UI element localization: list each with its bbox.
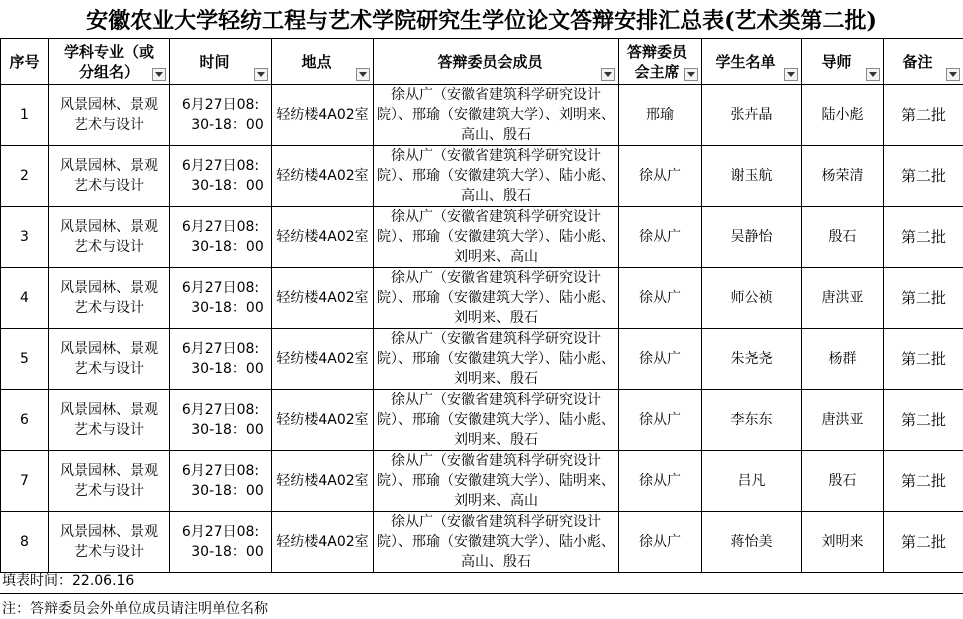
cell-place: 轻纺楼4A02室	[272, 146, 374, 207]
cell-members: 徐从广（安徽省建筑科学研究设计院）、邢瑜（安徽建筑大学）、陆小彪、高山、殷石	[374, 512, 619, 573]
cell-chair: 徐从广	[619, 207, 702, 268]
cell-major: 风景园林、景观艺术与设计	[49, 207, 170, 268]
cell-members: 徐从广（安徽省建筑科学研究设计院）、邢瑜（安徽建筑大学）、陆小彪、刘明来、殷石	[374, 329, 619, 390]
cell-place: 轻纺楼4A02室	[272, 268, 374, 329]
filter-dropdown-icon[interactable]	[356, 68, 370, 81]
column-header-student: 学生名单	[702, 39, 802, 85]
table-row	[1, 390, 963, 451]
cell-note: 第二批	[884, 329, 963, 390]
cell-time: 6月27日08: 30-18：00	[170, 85, 272, 146]
cell-place: 轻纺楼4A02室	[272, 329, 374, 390]
cell-note: 第二批	[884, 390, 963, 451]
cell-no: 1	[1, 85, 49, 146]
cell-members: 徐从广（安徽省建筑科学研究设计院）、邢瑜（安徽建筑大学）、陆小彪、刘明来、殷石	[374, 268, 619, 329]
column-header-time: 时间	[170, 39, 272, 85]
cell-chair: 徐从广	[619, 146, 702, 207]
cell-time: 6月27日08: 30-18：00	[170, 512, 272, 573]
cell-time: 6月27日08: 30-18：00	[170, 207, 272, 268]
cell-major: 风景园林、景观艺术与设计	[49, 390, 170, 451]
cell-place: 轻纺楼4A02室	[272, 512, 374, 573]
filter-dropdown-icon[interactable]	[152, 68, 166, 81]
cell-no: 5	[1, 329, 49, 390]
cell-advisor: 杨荣清	[802, 146, 884, 207]
cell-major: 风景园林、景观艺术与设计	[49, 85, 170, 146]
cell-time: 6月27日08: 30-18：00	[170, 329, 272, 390]
cell-members: 徐从广（安徽省建筑科学研究设计院）、邢瑜（安徽建筑大学）、陆小彪、刘明来、高山	[374, 207, 619, 268]
cell-note: 第二批	[884, 512, 963, 573]
cell-no: 3	[1, 207, 49, 268]
cell-members: 徐从广（安徽省建筑科学研究设计院）、邢瑜（安徽建筑大学）、陆小彪、高山、殷石	[374, 146, 619, 207]
cell-major: 风景园林、景观艺术与设计	[49, 329, 170, 390]
cell-student: 蒋怡美	[702, 512, 802, 573]
cell-no: 2	[1, 146, 49, 207]
cell-advisor: 杨群	[802, 329, 884, 390]
column-header-no: 序号	[1, 39, 49, 85]
cell-major: 风景园林、景观艺术与设计	[49, 146, 170, 207]
column-header-major: 学科专业（或分组名）	[49, 39, 170, 85]
column-header-place: 地点	[272, 39, 374, 85]
cell-time: 6月27日08: 30-18：00	[170, 268, 272, 329]
filter-dropdown-icon[interactable]	[601, 68, 615, 81]
column-header-advisor: 导师	[802, 39, 884, 85]
cell-student: 张卉晶	[702, 85, 802, 146]
cell-place: 轻纺楼4A02室	[272, 207, 374, 268]
cell-chair: 徐从广	[619, 512, 702, 573]
defense-schedule-table	[0, 38, 963, 573]
cell-members: 徐从广（安徽省建筑科学研究设计院）、邢瑜（安徽建筑大学）、陆小彪、刘明来、殷石	[374, 390, 619, 451]
column-header-members: 答辩委员会成员	[374, 39, 619, 85]
cell-place: 轻纺楼4A02室	[272, 451, 374, 512]
cell-place: 轻纺楼4A02室	[272, 85, 374, 146]
column-header-note: 备注	[884, 39, 963, 85]
cell-major: 风景园林、景观艺术与设计	[49, 451, 170, 512]
cell-advisor: 唐洪亚	[802, 390, 884, 451]
column-header-chair: 答辩委员会主席	[619, 39, 702, 85]
cell-advisor: 殷石	[802, 207, 884, 268]
cell-student: 吕凡	[702, 451, 802, 512]
cell-advisor: 唐洪亚	[802, 268, 884, 329]
cell-no: 7	[1, 451, 49, 512]
cell-major: 风景园林、景观艺术与设计	[49, 512, 170, 573]
cell-student: 师公祯	[702, 268, 802, 329]
cell-chair: 徐从广	[619, 329, 702, 390]
cell-no: 8	[1, 512, 49, 573]
table-row	[1, 207, 963, 268]
cell-members: 徐从广（安徽省建筑科学研究设计院）、邢瑜（安徽建筑大学）、刘明来、高山、殷石	[374, 85, 619, 146]
cell-no: 6	[1, 390, 49, 451]
table-row	[1, 512, 963, 573]
table-row	[1, 146, 963, 207]
table-row	[1, 451, 963, 512]
cell-chair: 徐从广	[619, 451, 702, 512]
table-row	[1, 85, 963, 146]
cell-advisor: 陆小彪	[802, 85, 884, 146]
filter-dropdown-icon[interactable]	[946, 68, 960, 81]
table-row	[1, 268, 963, 329]
cell-time: 6月27日08: 30-18：00	[170, 146, 272, 207]
filter-dropdown-icon[interactable]	[254, 68, 268, 81]
cell-advisor: 殷石	[802, 451, 884, 512]
cell-note: 第二批	[884, 146, 963, 207]
header-row	[1, 39, 963, 85]
cell-student: 吴静怡	[702, 207, 802, 268]
cell-student: 李东东	[702, 390, 802, 451]
cell-chair: 徐从广	[619, 390, 702, 451]
cell-no: 4	[1, 268, 49, 329]
cell-note: 第二批	[884, 85, 963, 146]
filter-dropdown-icon[interactable]	[784, 68, 798, 81]
footnote-text: 注：答辩委员会外单位成员请注明单位名称	[2, 600, 268, 617]
cell-advisor: 刘明来	[802, 512, 884, 573]
cell-major: 风景园林、景观艺术与设计	[49, 268, 170, 329]
table-row	[1, 329, 963, 390]
cell-place: 轻纺楼4A02室	[272, 390, 374, 451]
cell-time: 6月27日08: 30-18：00	[170, 451, 272, 512]
cell-members: 徐从广（安徽省建筑科学研究设计院）、邢瑜（安徽建筑大学）、陆明来、刘明来、高山	[374, 451, 619, 512]
cell-chair: 邢瑜	[619, 85, 702, 146]
cell-chair: 徐从广	[619, 268, 702, 329]
cell-note: 第二批	[884, 451, 963, 512]
cell-note: 第二批	[884, 207, 963, 268]
cell-time: 6月27日08: 30-18：00	[170, 390, 272, 451]
fill-date-text: 填表时间：22.06.16	[0, 566, 963, 594]
document-title: 安徽农业大学轻纺工程与艺术学院研究生学位论文答辩安排汇总表(艺术类第二批)	[86, 7, 877, 34]
cell-note: 第二批	[884, 268, 963, 329]
filter-dropdown-icon[interactable]	[684, 68, 698, 81]
cell-student: 谢玉航	[702, 146, 802, 207]
cell-student: 朱尧尧	[702, 329, 802, 390]
filter-dropdown-icon[interactable]	[866, 68, 880, 81]
